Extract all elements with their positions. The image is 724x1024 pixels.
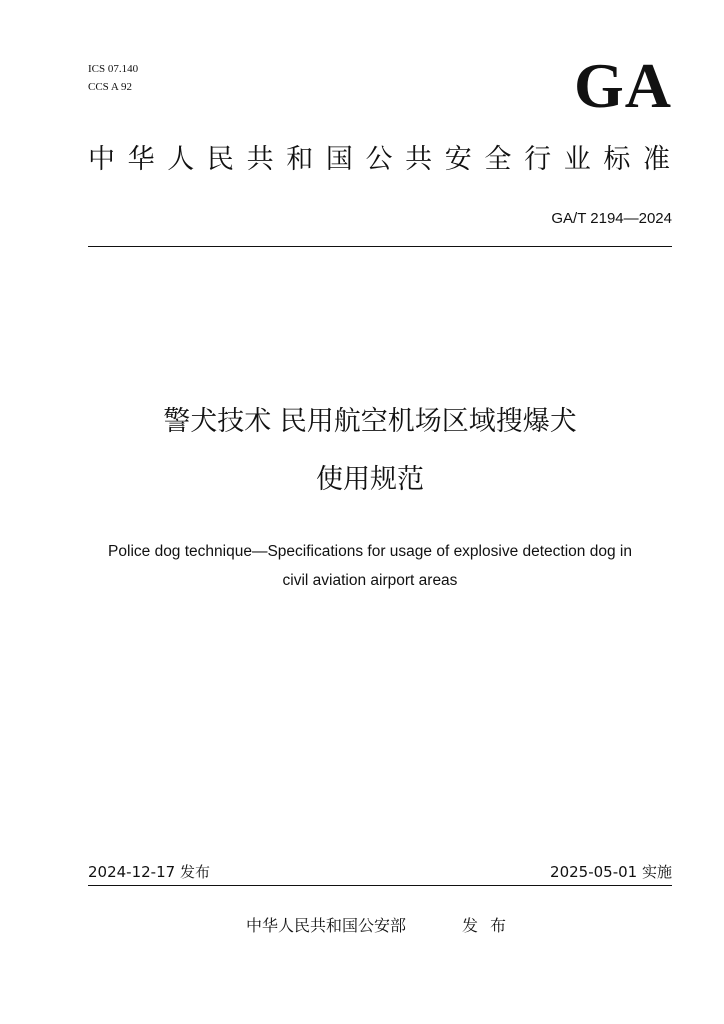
ics-code: ICS 07.140 — [88, 63, 139, 75]
title-chinese-line-1: 警犬技术 民用航空机场区域搜爆犬 — [163, 406, 577, 437]
title-chinese — [60, 393, 680, 509]
classification-codes — [88, 60, 138, 96]
ga-logo: GA — [574, 50, 672, 121]
implementation-date: 2025-05-01 实施 — [550, 863, 672, 881]
title-english-line-2: civil aviation airport areas — [282, 572, 458, 589]
title-chinese-line-2: 使用规范 — [316, 464, 424, 495]
issue-date: 2024-12-17 发布 — [88, 863, 210, 881]
footer-divider — [88, 885, 672, 886]
publish-label: 发布 — [462, 916, 519, 935]
ccs-code: CCS A 92 — [88, 81, 133, 93]
standard-number: GA/T 2194—2024 — [551, 210, 672, 227]
title-english — [60, 537, 680, 595]
standard-organization: 中华人民共和国公共安全行业标准 — [88, 144, 672, 175]
title-english-line-1: Police dog technique—Specifications for usage of explosive detection dog in — [108, 543, 632, 560]
publisher: 中华人民共和国公安部 — [246, 916, 407, 935]
header-divider — [88, 246, 672, 247]
